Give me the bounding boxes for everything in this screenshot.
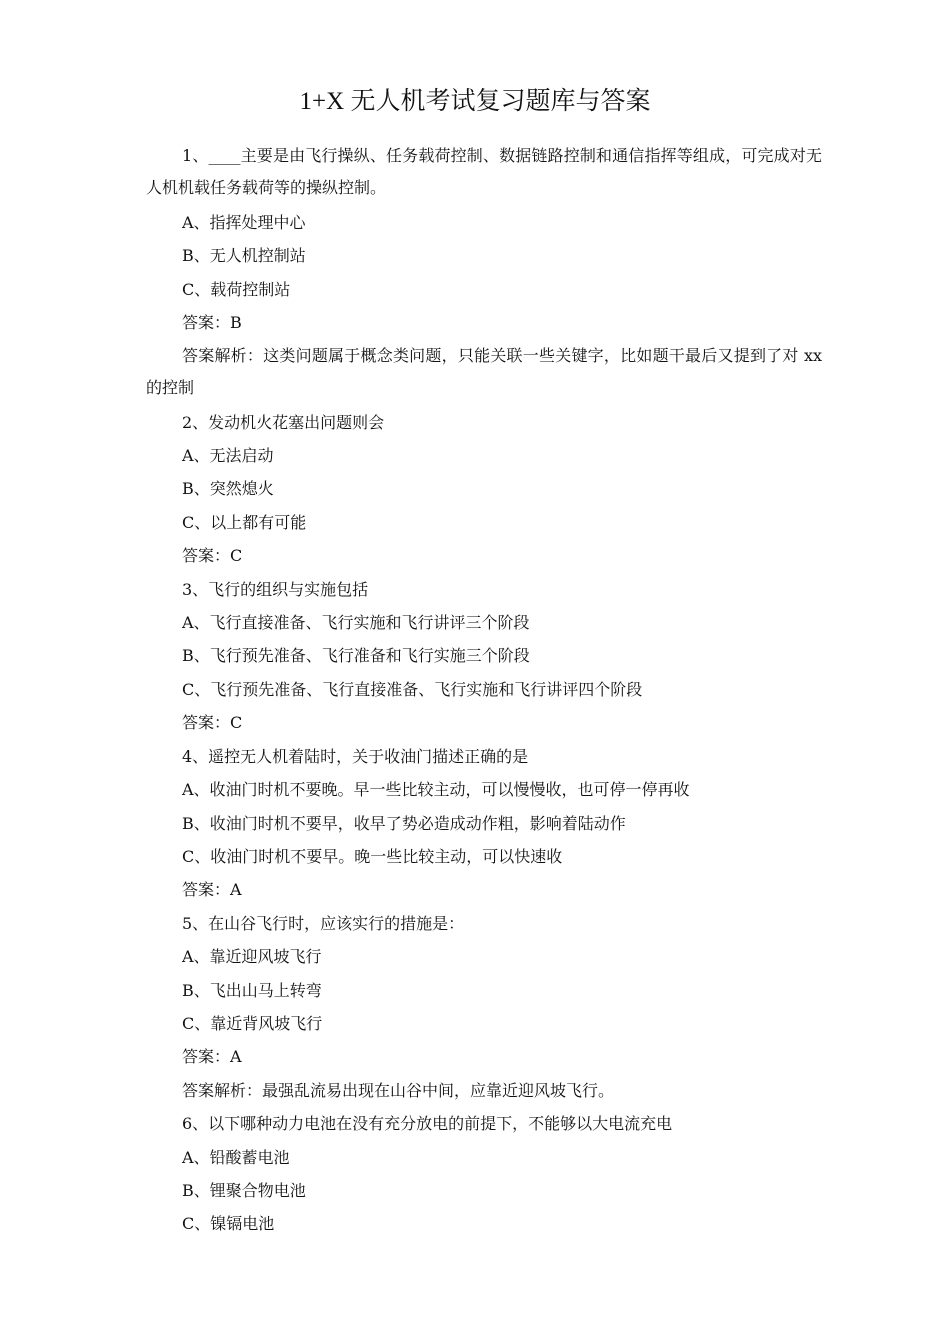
question-1-option-b: B、无人机控制站 — [182, 246, 306, 266]
question-4-option-b: B、收油门时机不要早，收早了势必造成动作粗，影响着陆动作 — [182, 813, 626, 833]
question-2-option-a: A、无法启动 — [182, 446, 274, 466]
question-1-option-a: A、指挥处理中心 — [182, 213, 306, 232]
question-3-answer: 答案：C — [182, 713, 243, 733]
question-1-stem: 1、____主要是由飞行操纵、任务载荷控制、数据链路控制和通信指挥等组成，可完成对无人机机载任务载荷等的操纵控制。 — [146, 146, 822, 197]
question-1-analysis: 答案解析：这类问题属于概念类问题，只能关联一些关键字，比如题干最后又提到了对 xx 的控制 — [146, 345, 822, 397]
question-3-stem: 3、飞行的组织与实施包括 — [182, 579, 369, 599]
question-4-answer: 答案：A — [182, 880, 242, 900]
question-3-option-b: B、飞行预先准备、飞行准备和飞行实施三个阶段 — [182, 646, 530, 666]
question-1-option-c: C、载荷控制站 — [182, 279, 291, 299]
question-5-stem: 5、在山谷飞行时，应该实行的措施是： — [182, 913, 465, 933]
question-5-option-c: C、靠近背风坡飞行 — [182, 1013, 323, 1033]
question-6-stem: 6、以下哪种动力电池在没有充分放电的前提下，不能够以大电流充电 — [182, 1114, 673, 1134]
question-6-option-b: B、锂聚合物电池 — [182, 1180, 306, 1200]
question-2-stem: 2、发动机火花塞出问题则会 — [182, 412, 385, 432]
question-5-analysis: 答案解析：最强乱流易出现在山谷中间，应靠近迎风坡飞行。 — [182, 1080, 615, 1100]
question-list — [146, 140, 822, 1241]
question-4-stem: 4、遥控无人机着陆时，关于收油门描述正确的是 — [182, 746, 529, 766]
question-4-option-a: A、收油门时机不要晚。早一些比较主动，可以慢慢收，也可停一停再收 — [182, 780, 690, 800]
question-6-option-c: C、镍镉电池 — [182, 1214, 275, 1234]
question-2-option-b: B、突然熄火 — [182, 479, 274, 499]
question-5-option-b: B、飞出山马上转弯 — [182, 980, 322, 1000]
question-2-answer: 答案：C — [182, 546, 243, 566]
question-1-answer: 答案：B — [182, 313, 242, 333]
question-6-option-a: A、铅酸蓄电池 — [182, 1147, 290, 1167]
question-4-option-c: C、收油门时机不要早。晚一些比较主动，可以快速收 — [182, 846, 563, 866]
page-title: 1+X 无人机考试复习题库与答案 — [299, 88, 651, 115]
question-5-answer: 答案：A — [182, 1047, 242, 1067]
question-5-option-a: A、靠近迎风坡飞行 — [182, 947, 322, 967]
question-3-option-a: A、飞行直接准备、飞行实施和飞行讲评三个阶段 — [182, 613, 530, 633]
question-2-option-c: C、以上都有可能 — [182, 512, 307, 532]
question-3-option-c: C、飞行预先准备、飞行直接准备、飞行实施和飞行讲评四个阶段 — [182, 679, 643, 699]
